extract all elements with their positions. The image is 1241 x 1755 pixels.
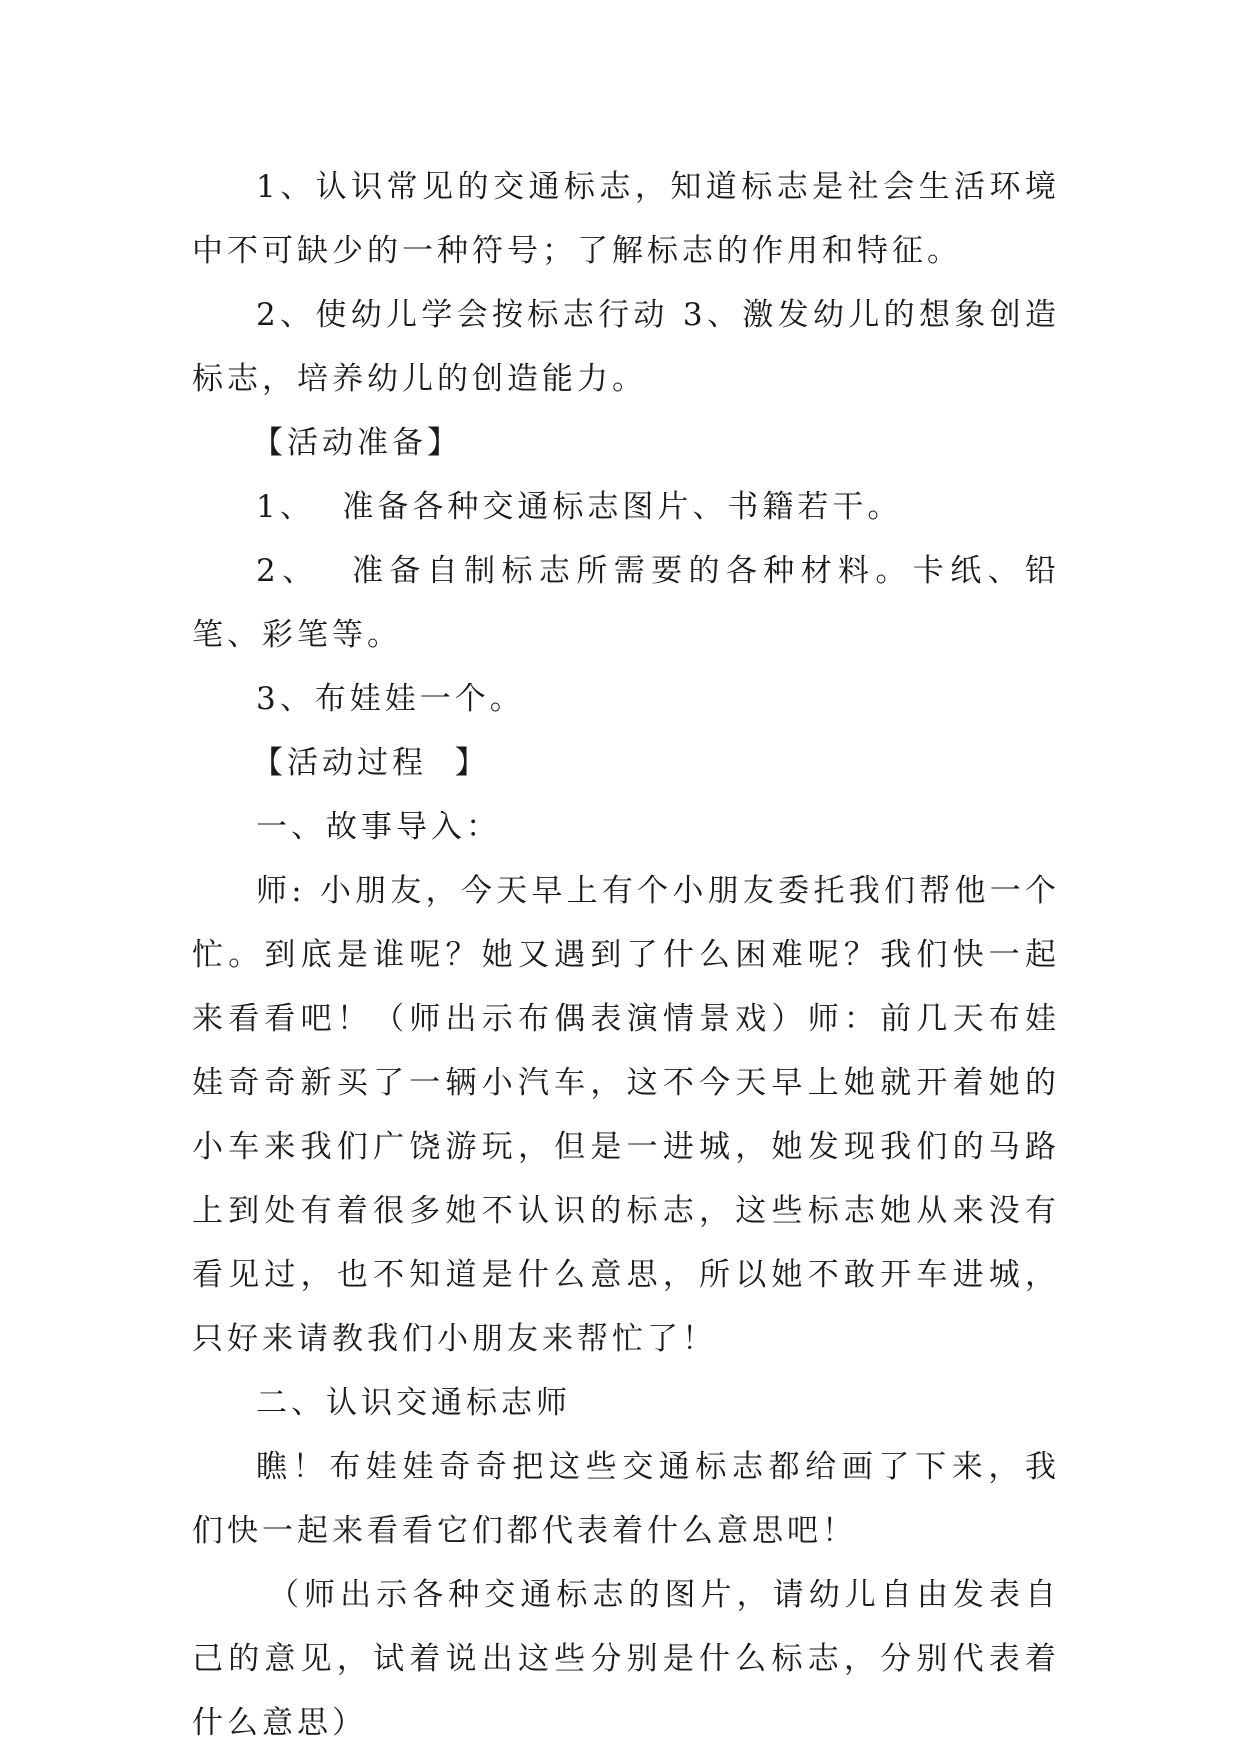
preparation-item-1: 1、 准备各种交通标志图片、书籍若干。 [256,489,903,525]
teacher-note-paragraph: （师出示各种交通标志的图片，请幼儿自由发表自己的意见，试着说出这些分别是什么标志，分别代表着什么意思） [192,1577,1060,1741]
preparation-item-2: 2、 准备自制标志所需要的各种材料。卡纸、铅笔、彩笔等。 [192,553,1060,653]
story-paragraph: 师: 小朋友，今天早上有个小朋友委托我们帮他一个忙。到底是谁呢？她又遇到了什么困难呢？我们快一起来看看吧！（师出示布偶表演情景戏）师：前几天布娃娃奇奇新买了一辆小汽车，这不今天早上她就开着她的小车来我们广饶游玩，但是一进城，她发现我们的马路上到处有着很多她不认识的标志，这些标志她从来没有看见过，也不知道是什么意思，所以她不敢开车进城，只好来请教我们小朋友来帮忙了！ [192,873,1060,1357]
goal-paragraph-1: 1、认识常见的交通标志，知道标志是社会生活环境中不可缺少的一种符号；了解标志的作用和特征。 [192,169,1060,269]
goal-paragraph-2: 2、使幼儿学会按标志行动 3、激发幼儿的想象创造标志，培养幼儿的创造能力。 [192,297,1060,397]
process-step-1-title: 一、故事导入： [256,809,501,845]
section-heading-process: 【活动过程 】 [252,745,490,781]
document-body [192,155,1060,1755]
signs-paragraph: 瞧！布娃娃奇奇把这些交通标志都给画了下来，我们快一起来看看它们都代表着什么意思吧！ [192,1449,1060,1549]
process-step-2-title: 二、认识交通标志师 [256,1385,571,1421]
preparation-item-3: 3、布娃娃一个。 [256,681,525,717]
section-heading-preparation: 【活动准备】 [252,425,462,461]
